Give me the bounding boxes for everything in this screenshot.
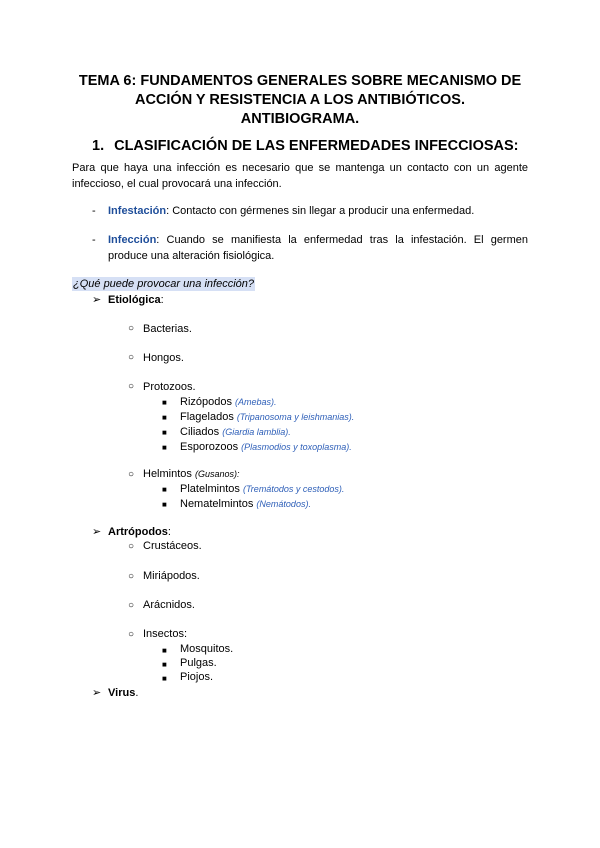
definition-term: Infección bbox=[108, 234, 157, 246]
circle-bullet: ○ bbox=[128, 600, 135, 611]
intro-paragraph: Para que haya una infección es necesario que se mantenga un contacto con un agente infeccioso, el cual provocará una infección. bbox=[72, 162, 528, 190]
circle-bullet: ○ bbox=[128, 571, 135, 582]
dash-bullet: - bbox=[92, 205, 96, 217]
item-name: Platelmintos bbox=[180, 483, 240, 495]
virus-suffix: . bbox=[135, 687, 139, 699]
square-bullet: ■ bbox=[162, 443, 167, 452]
arrow-bullet: ➢ bbox=[92, 526, 102, 538]
item-name: Rizópodos bbox=[180, 396, 232, 408]
definition-body bbox=[108, 203, 528, 219]
item-aracnidos: Arácnidos. bbox=[143, 599, 195, 611]
highlighted-question: ¿Qué puede provocar una infección? bbox=[73, 278, 255, 290]
artropodos-label bbox=[108, 525, 171, 539]
circle-bullet: ○ bbox=[128, 469, 135, 480]
circle-bullet: ○ bbox=[128, 352, 135, 363]
section-title: CLASIFICACIÓN DE LAS ENFERMEDADES INFECCIOSAS: bbox=[114, 138, 519, 154]
square-bullet: ■ bbox=[162, 428, 167, 437]
etiologica-suffix: : bbox=[160, 294, 164, 306]
definition-text: : Cuando se manifiesta la enfermedad tras la infestación. El germen produce una alteración fisiológica. bbox=[108, 234, 528, 262]
item-note: (Gusanos): bbox=[194, 469, 240, 479]
item-name: Helmintos bbox=[143, 468, 192, 480]
item-helmintos bbox=[143, 467, 240, 481]
item-note: (Tremátodos y cestodos). bbox=[242, 484, 345, 494]
item-note: (Giardia lamblia). bbox=[222, 427, 291, 437]
document-title bbox=[70, 72, 530, 129]
title-line: ACCIÓN Y RESISTENCIA A LOS ANTIBIÓTICOS. bbox=[134, 92, 466, 108]
square-bullet: ■ bbox=[162, 660, 167, 669]
square-bullet: ■ bbox=[162, 500, 167, 509]
circle-bullet: ○ bbox=[128, 381, 135, 392]
item-mosquitos: Mosquitos. bbox=[180, 643, 234, 655]
circle-bullet: ○ bbox=[128, 629, 135, 640]
item-note: (Amebas). bbox=[235, 397, 277, 407]
item-protozoos: Protozoos. bbox=[143, 381, 196, 393]
square-bullet: ■ bbox=[162, 674, 167, 683]
item-note: (Plasmodios y toxoplasma). bbox=[241, 442, 352, 452]
dash-bullet: - bbox=[92, 234, 96, 246]
section-heading bbox=[92, 138, 519, 154]
definition-term: Infestación bbox=[108, 205, 167, 217]
item-pulgas: Pulgas. bbox=[180, 657, 217, 669]
item-hongos: Hongos. bbox=[143, 352, 184, 364]
item-miriapodos: Miriápodos. bbox=[143, 570, 200, 582]
section-number: 1. bbox=[92, 138, 105, 154]
arrow-bullet: ➢ bbox=[92, 294, 102, 306]
virus-text: Virus bbox=[108, 687, 136, 699]
item-ciliados bbox=[180, 425, 291, 439]
virus-label bbox=[108, 686, 138, 700]
artropodos-suffix: : bbox=[167, 526, 171, 538]
item-insectos: Insectos: bbox=[143, 628, 188, 640]
item-nematelmintos bbox=[180, 497, 311, 511]
item-platelmintos bbox=[180, 482, 344, 496]
etiologica-label bbox=[108, 293, 164, 307]
item-piojos: Piojos. bbox=[180, 671, 214, 683]
square-bullet: ■ bbox=[162, 646, 167, 655]
square-bullet: ■ bbox=[162, 485, 167, 494]
item-note: (Nemátodos). bbox=[256, 499, 311, 509]
arrow-bullet: ➢ bbox=[92, 687, 102, 699]
item-name: Esporozoos bbox=[180, 441, 239, 453]
title-line: ANTIBIOGRAMA. bbox=[240, 111, 360, 127]
square-bullet: ■ bbox=[162, 398, 167, 407]
definition-body bbox=[108, 232, 528, 264]
item-esporozoos bbox=[180, 440, 352, 454]
circle-bullet: ○ bbox=[128, 541, 135, 552]
definition-text: : Contacto con gérmenes sin llegar a producir una enfermedad. bbox=[166, 205, 475, 217]
item-name: Ciliados bbox=[180, 426, 220, 438]
item-flagelados bbox=[180, 410, 354, 424]
item-name: Nematelmintos bbox=[180, 498, 254, 510]
item-crustaceos: Crustáceos. bbox=[143, 540, 202, 552]
etiologica-text: Etiológica bbox=[108, 294, 161, 306]
item-note: (Tripanosoma y leishmanias). bbox=[236, 412, 355, 422]
item-rizopodos bbox=[180, 395, 277, 409]
title-line: TEMA 6: FUNDAMENTOS GENERALES SOBRE MECANISMO DE bbox=[78, 73, 522, 89]
item-bacterias: Bacterias. bbox=[143, 323, 192, 335]
item-name: Flagelados bbox=[180, 411, 234, 423]
circle-bullet: ○ bbox=[128, 323, 135, 334]
artropodos-text: Artrópodos bbox=[108, 526, 168, 538]
square-bullet: ■ bbox=[162, 413, 167, 422]
